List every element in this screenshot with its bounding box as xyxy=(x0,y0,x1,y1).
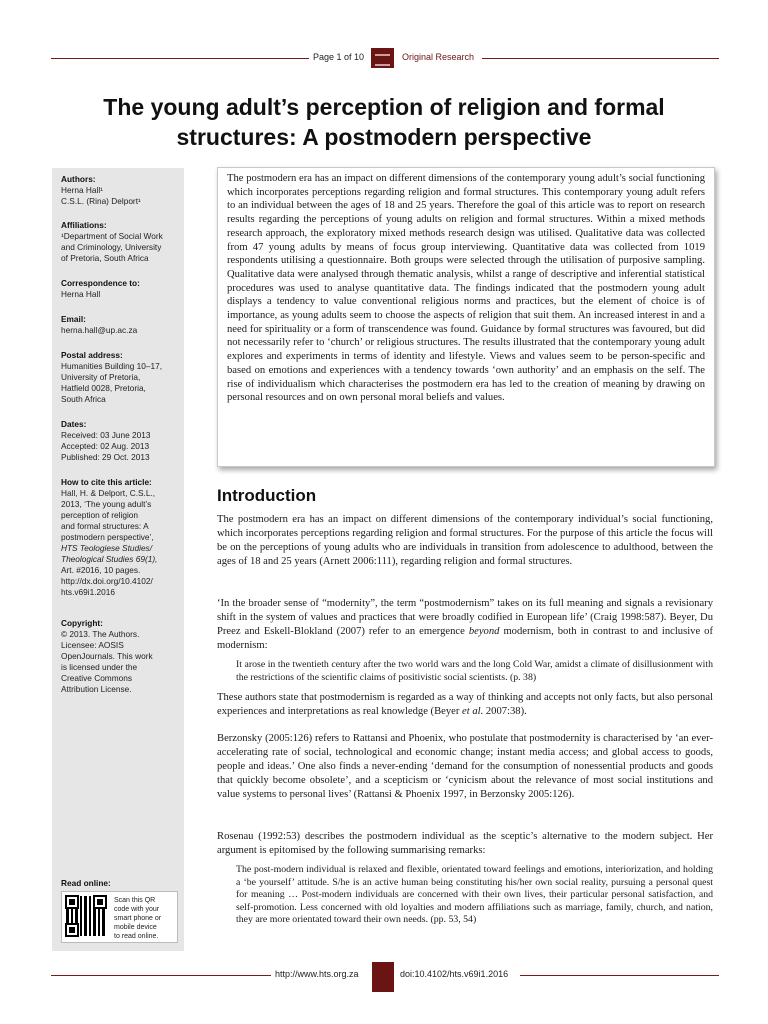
copyright-line: Creative Commons xyxy=(61,673,133,683)
abstract-text: The postmodern era has an impact on different dimensions of the contemporary young adult’s social functioning which incorporates perceptions regarding religion and formal structures. This contemporary young adult refers to an individual between the ages of 18 and 25 years. Therefore the goal of this article was to report on research results regarding the perceptions of young adults on religion and formal structures. Within a mixed methods research approach, the exploratory mixed methods research design was utilised. Qualitative data was collected from 47 young adults by means of focus group interviewing. Quantitative data was collected from 1019 respondents utilising a questionnaire. Both groups were selected through the utilisation of purposive sampling. Qualitative data were analysed through thematic analysis, whilst a range of descriptive and inferential statistical procedures was used to analyse quantitative data. The findings indicated that the postmodern young adult displays a tendency to value conventional religious norms and practices, but the element of choice is of importance, as young adults seem to choose the aspects of religion that suit them. An increased interest in and a need for spirituality or a form of transcendence was found. Guidance by formal structures was favoured, but did not necessarily refer to ‘church’ or religious structures. The results illustrated that the contemporary young adult explores and experiments in terms of identity and lifestyle. Views and values seem to be person-specific and based on emotions and experiences with a tendency towards ‘own authority’ and an emphasis on the self. The rise of individualism which characterises the postmodern era has led to the creation of meaning by drawing on personal resources and on own personal moral beliefs and values. xyxy=(227,173,705,404)
qr-instructions: Scan this QR code with your smart phone or mobile device to read online. xyxy=(114,897,162,940)
date-accepted: Accepted: 02 Aug. 2013 xyxy=(61,441,150,451)
body-paragraph: Berzonsky (2005:126) refers to Rattansi and Phoenix, who postulate that postmodernity is characterised by ‘an ever-accelerating rate of social, technological and economic change; instant media access; and global access to goods, people and ideas.’ One also finds a never-ending ‘demand for the consumption of nonessential products and goods that quickly become obsolete’, and a scepticism or ‘cynicism about the relevance of most social institutions and value systems to personal lives’ (Rattansi & Phoenix 1997, in Berzonsky 2005:126). xyxy=(217,733,713,800)
body-paragraph: ‘In the broader sense of “modernity”, the term “postmodernism” takes on its full meaning and signals a revisionary shift in the system of values and practices that were broadly codified in European life’ (Craig 1998:587). Beyer, Du Preez and Eskell-Blokland (2007) refer to an emergence beyond modernism, both in contrast to and inclusive of modernism: xyxy=(217,598,713,651)
copyright-line: © 2013. The Authors. xyxy=(61,629,140,639)
postal-line: South Africa xyxy=(61,394,106,404)
citation-line: and formal structures: A xyxy=(61,521,149,531)
affiliations-section xyxy=(61,220,179,264)
correspondence-heading: Correspondence to: xyxy=(61,278,140,288)
article-title: The young adult’s perception of religion and formal structures: A postmodern perspective xyxy=(103,94,665,150)
body-paragraph: These authors state that postmodernism is regarded as a way of thinking and accepts not only facts, but also personal experiences and interpretations as real knowledge (Beyer et al. 2007:38). xyxy=(217,692,713,717)
header-rule-left xyxy=(51,58,309,59)
citation-heading: How to cite this article: xyxy=(61,477,152,487)
journal-url-link[interactable]: http://www.hts.org.za xyxy=(275,969,359,979)
correspondence-name: Herna Hall xyxy=(61,289,101,299)
date-published: Published: 29 Oct. 2013 xyxy=(61,452,150,462)
citation-line: perception of religion xyxy=(61,510,139,520)
author-name: Herna Hall¹ xyxy=(61,185,103,195)
citation-line: Hall, H. & Delport, C.S.L., xyxy=(61,488,156,498)
postal-heading: Postal address: xyxy=(61,350,123,360)
affiliation-line: and Criminology, University xyxy=(61,242,162,252)
body-paragraph: The postmodern era has an impact on different dimensions of the contemporary individual’s social functioning, which incorporates perceptions regarding religion and formal structures. For the purpose of this article the focus will be on the perceptions of young adults who are individuals in transition from adolescence to adulthood, between the ages of 18 and 25 years (Arnett 2006:111), regarding religion and formal structures. xyxy=(217,514,713,567)
qr-code-icon[interactable] xyxy=(66,896,106,936)
dates-heading: Dates: xyxy=(61,419,87,429)
page-number: Page 1 of 10 xyxy=(313,52,365,62)
read-online-heading: Read online: xyxy=(61,878,111,888)
authors-heading: Authors: xyxy=(61,174,96,184)
article-type-label: Original Research xyxy=(402,52,475,62)
citation-doi-link[interactable]: hts.v69i1.2016 xyxy=(61,587,115,597)
footer-rule-right xyxy=(520,975,719,976)
dates-section xyxy=(61,419,179,463)
correspondence-section xyxy=(61,278,179,300)
authors-section xyxy=(61,174,179,207)
citation-doi-link[interactable]: http://dx.doi.org/10.4102/ xyxy=(61,576,153,586)
email-address: herna.hall@up.ac.za xyxy=(61,325,138,335)
citation-line: Art. #2016, 10 pages. xyxy=(61,565,141,575)
postal-line: Hatfield 0028, Pretoria, xyxy=(61,383,146,393)
block-quote: It arose in the twentieth century after the two world wars and the long Cold War, amidst a climate of disillusionment with the restrictions of the scientific claims of positivistic social scientists. (p. 38) xyxy=(236,659,713,683)
citation-line: 2013, ‘The young adult’s xyxy=(61,499,152,509)
email-section xyxy=(61,314,179,336)
email-heading: Email: xyxy=(61,314,86,324)
abstract-box xyxy=(217,167,715,467)
copyright-line: Attribution License. xyxy=(61,684,132,694)
body-paragraph: Rosenau (1992:53) describes the postmodern individual as the sceptic’s alternative to the modern subject. Her argument is epitomised by the following summarising remarks: xyxy=(217,831,713,856)
footer-marker xyxy=(372,962,394,992)
postal-section xyxy=(61,350,179,405)
date-received: Received: 03 June 2013 xyxy=(61,430,151,440)
copyright-line: OpenJournals. This work xyxy=(61,651,153,661)
doi-link[interactable]: doi:10.4102/hts.v69i1.2016 xyxy=(400,969,509,979)
citation-section xyxy=(61,477,179,598)
article-info-sidebar xyxy=(52,168,184,951)
block-quote: The post-modern individual is relaxed and flexible, orientated toward feelings and emotions, interiorization, and holding a ‘be yourself’ attitude. S/he is an active human being constituting his/her own social reality, pursuing a personal quest for meaning … Post-modern individuals are concerned with their own lives, their particular personal satisfaction, and self-promotion. Less concerned with old loyalties and modern affiliations such as marriage, family, church, and nation, they are more orientated toward their own needs. (pp. 53, 54) xyxy=(236,864,713,926)
citation-line: postmodern perspective’, xyxy=(61,532,154,542)
copyright-heading: Copyright: xyxy=(61,618,103,628)
affiliation-line: ¹Department of Social Work xyxy=(61,231,163,241)
author-name: C.S.L. (Rina) Delport¹ xyxy=(61,196,141,206)
copyright-line: Licensee: AOSIS xyxy=(61,640,124,650)
footer-rule-left xyxy=(51,975,271,976)
postal-line: Humanities Building 10–17, xyxy=(61,361,163,371)
header-rule-right xyxy=(482,58,719,59)
introduction-heading: Introduction xyxy=(217,486,317,505)
affiliation-line: of Pretoria, South Africa xyxy=(61,253,149,263)
copyright-section xyxy=(61,618,179,695)
journal-logo-icon xyxy=(371,48,394,68)
citation-journal: HTS Teologiese Studies/ xyxy=(61,543,153,553)
read-online-box xyxy=(61,891,178,943)
postal-line: University of Pretoria, xyxy=(61,372,141,382)
copyright-line: is licensed under the xyxy=(61,662,138,672)
citation-journal: Theological Studies 69(1), xyxy=(61,554,158,564)
affiliations-heading: Affiliations: xyxy=(61,220,107,230)
